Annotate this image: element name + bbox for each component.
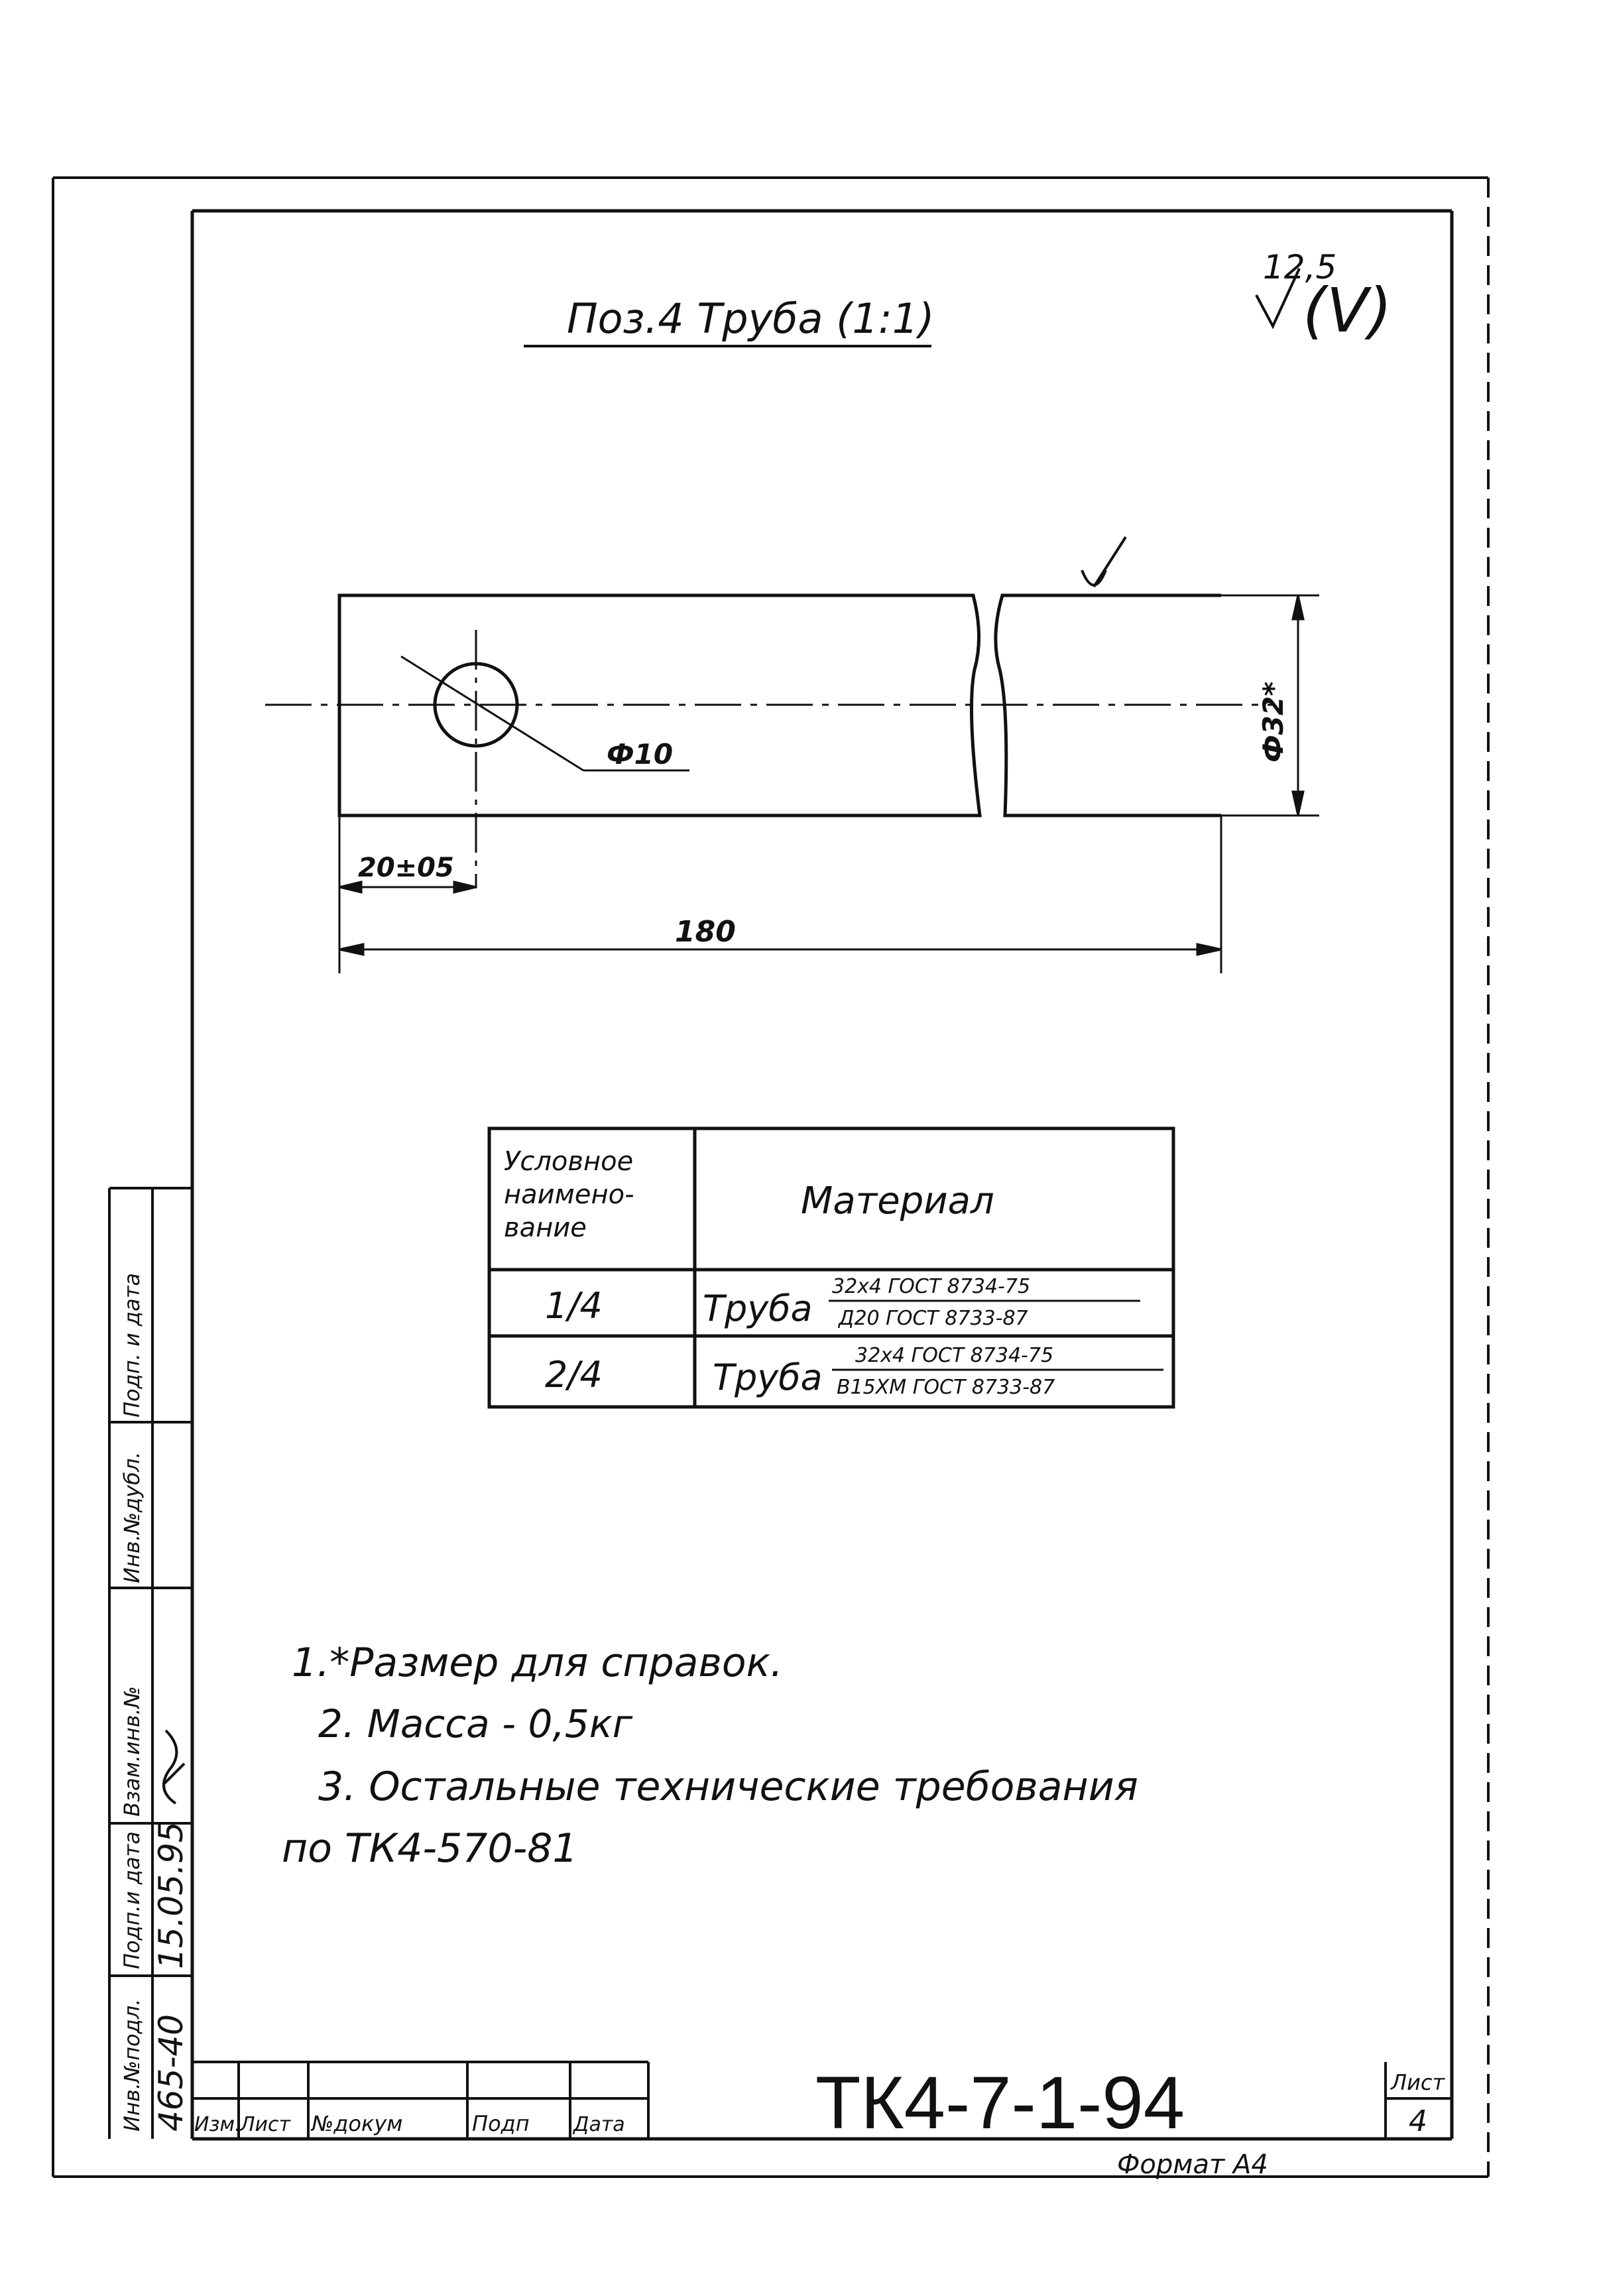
sheet-label: Лист (1391, 2070, 1445, 2095)
title-block-columns (194, 2111, 625, 2136)
svg-text:Условное: Условное (504, 1146, 634, 1177)
finish-mark (1082, 537, 1126, 587)
svg-text:вание: вание (504, 1213, 587, 1243)
hole-leader (401, 656, 583, 770)
svg-text:наимено-: наимено- (504, 1179, 634, 1210)
outer-border (53, 178, 1488, 2177)
note-3-line2: по ТК4-570-81 (282, 1825, 578, 1872)
table-row-2-name: Труба (713, 1357, 823, 1398)
table-row-2-spec-bottom: В15ХМ ГОСТ 8733-87 (837, 1376, 1055, 1399)
svg-text:Лист: Лист (240, 2113, 291, 2136)
table-row-1-name: Труба (703, 1288, 813, 1329)
note-1: 1.*Размер для справок. (292, 1640, 783, 1686)
material-table-header-col2: Материал (801, 1179, 994, 1223)
note-3-line1: 3. Остальные технические требования (318, 1764, 1138, 1810)
svg-text:Взам.инв.№: Взам.инв.№ (119, 1686, 145, 1817)
svg-text:12,5: 12,5 (1263, 248, 1337, 286)
svg-text:Инв.№подл.: Инв.№подл. (119, 1998, 145, 2132)
note-2: 2. Масса - 0,5кг (318, 1701, 633, 1746)
svg-text:Изм.: Изм. (194, 2113, 241, 2136)
svg-text:Подп.и дата: Подп.и дата (119, 1831, 145, 1969)
roughness-symbol (1256, 248, 1392, 346)
svg-text:Подп. и дата: Подп. и дата (119, 1273, 145, 1418)
dim-diameter-label: Ф32* (1257, 681, 1289, 762)
drawing-title: Поз.4 Труба (1:1) (567, 294, 935, 343)
dim-length-label: 180 (675, 915, 736, 949)
sheet-number: 4 (1409, 2104, 1427, 2138)
table-row-1-spec-top: 32x4 ГОСТ 8734-75 (832, 1275, 1031, 1298)
side-stamp-labels (119, 1273, 190, 2132)
table-row-1-spec-bottom: Д20 ГОСТ 8733-87 (839, 1307, 1028, 1330)
pipe-drawing (265, 537, 1273, 888)
format-label: Формат А4 (1117, 2149, 1268, 2180)
document-number: ТК4-7-1-94 (815, 2061, 1185, 2144)
table-row-2-designation: 2/4 (545, 1354, 603, 1396)
dim-offset-label: 20±05 (358, 853, 454, 883)
table-row-2-spec-top: 32x4 ГОСТ 8734-75 (855, 1344, 1054, 1367)
dim-length (339, 816, 1221, 973)
pipe-right-segment (996, 595, 1221, 816)
svg-text:Дата: Дата (573, 2113, 625, 2136)
table-row-1-designation: 1/4 (545, 1285, 603, 1327)
svg-text:Инв.№дубл.: Инв.№дубл. (119, 1451, 145, 1583)
material-table-header-col1 (504, 1146, 634, 1243)
side-stamp-date-value: 15.05.95 (152, 1821, 190, 1969)
dim-hole-label: Ф10 (607, 738, 674, 770)
svg-text:Подп: Подп (472, 2111, 530, 2136)
signature (164, 1730, 184, 1803)
side-stamp-inv-value: 465-40 (152, 2014, 190, 2132)
svg-text:№докум: №докум (312, 2111, 403, 2136)
svg-text:(V): (V) (1303, 275, 1392, 346)
